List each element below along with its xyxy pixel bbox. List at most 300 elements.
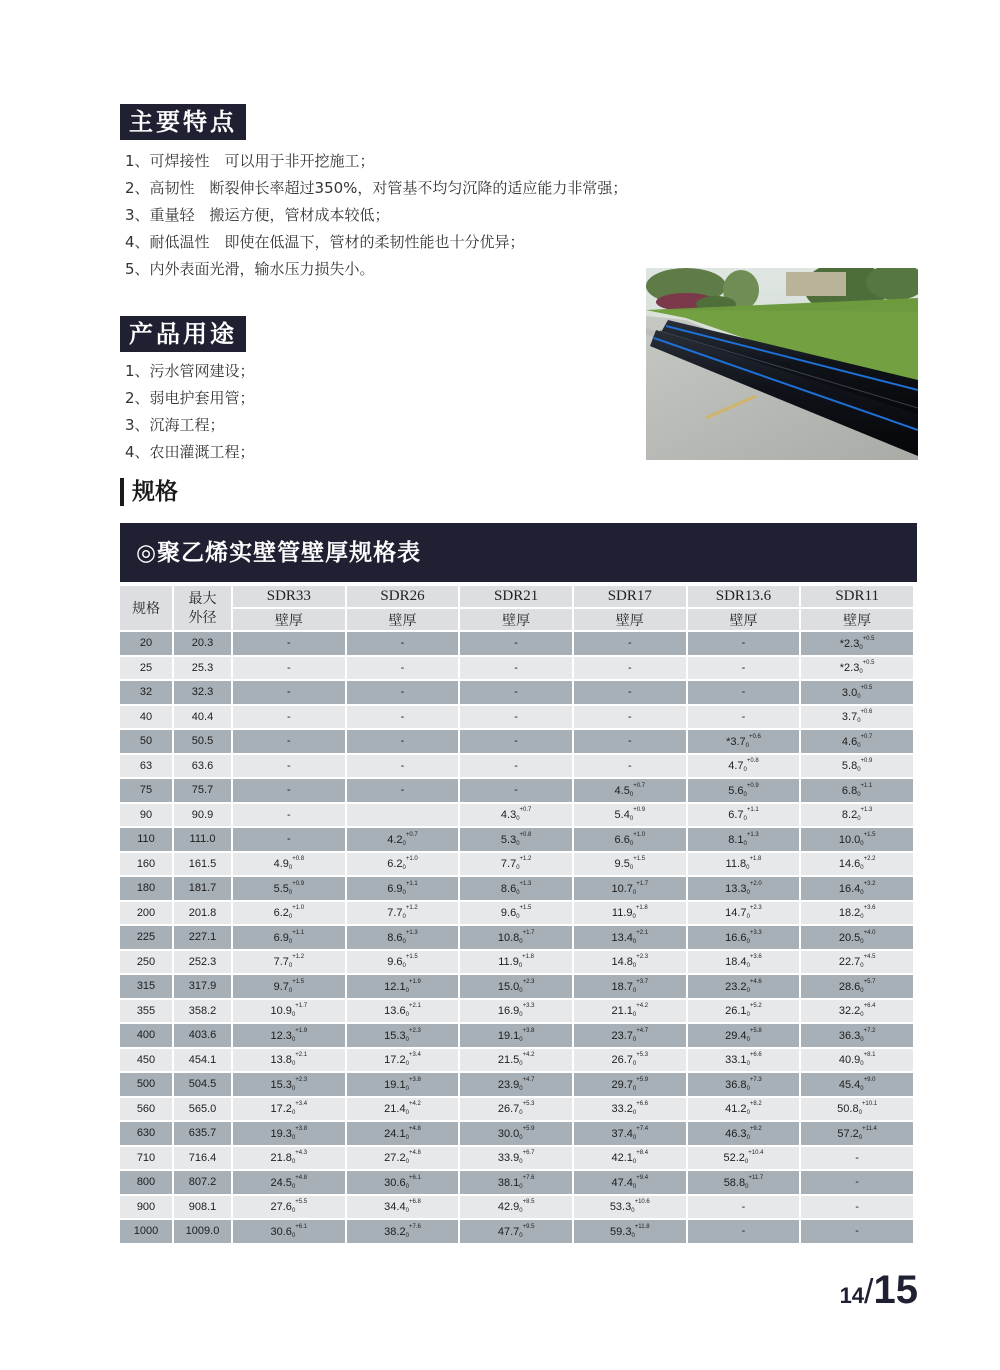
tolerance-lower: 0 — [746, 963, 750, 970]
features-list — [125, 148, 627, 283]
tolerance-upper: +3.2 — [863, 880, 876, 887]
tolerance-upper: +1.5 — [863, 831, 876, 838]
tolerance-lower: 0 — [746, 914, 750, 921]
tolerance-upper: +5.5 — [295, 1199, 308, 1206]
tolerance-upper: +3.8 — [408, 1076, 421, 1083]
wall-value: 18.2 — [838, 907, 861, 920]
cell-wall-thickness — [574, 1000, 686, 1023]
tolerance-lower: 0 — [860, 987, 864, 994]
tolerance-lower: 0 — [743, 791, 747, 798]
tolerance-upper: +1.8 — [522, 954, 535, 961]
tolerance-upper: +9.2 — [749, 1125, 762, 1132]
tolerance-upper: +2.3 — [636, 954, 649, 961]
tolerance-lower: 0 — [744, 1159, 749, 1166]
tolerance-upper: +1.0 — [405, 856, 418, 863]
wall-value: 15.3 — [270, 1078, 292, 1091]
cell-max-od: 25.3 — [174, 657, 231, 680]
cell-wall-thickness — [801, 975, 913, 998]
cell-wall-thickness — [460, 902, 572, 925]
tolerance-upper: +11.8 — [634, 1223, 650, 1230]
cell-wall-thickness: - — [233, 828, 345, 851]
tolerance-upper: +8.5 — [522, 1199, 535, 1206]
wall-value: 28.6 — [838, 980, 861, 993]
cell-wall-thickness — [688, 1024, 800, 1047]
wall-value: 13.8 — [270, 1054, 292, 1067]
wall-value: 18.4 — [725, 956, 747, 969]
tolerance-lower: 0 — [402, 865, 406, 872]
cell-max-od: 75.7 — [174, 779, 231, 802]
tolerance-upper: +4.8 — [408, 1150, 421, 1157]
cell-wall-thickness — [688, 779, 800, 802]
wall-value: 29.4 — [725, 1029, 747, 1042]
tolerance-upper: +1.2 — [519, 856, 532, 863]
wall-value: 42.1 — [611, 1152, 633, 1165]
tolerance-lower: 0 — [857, 767, 861, 774]
tolerance-upper: +1.9 — [408, 978, 421, 985]
tolerance-upper: +5.9 — [522, 1125, 535, 1132]
cell-wall-thickness — [233, 1049, 345, 1072]
tolerance-upper: +7.2 — [863, 1027, 876, 1034]
cell-spec: 50 — [120, 730, 172, 753]
cell-wall-thickness — [574, 828, 686, 851]
wall-value: 33.9 — [497, 1152, 520, 1165]
tolerance-upper: +2.3 — [408, 1027, 421, 1034]
tolerance-lower: 0 — [291, 1085, 296, 1092]
tolerance-upper: +1.5 — [519, 905, 532, 912]
cell-wall-thickness: - — [801, 1196, 913, 1219]
cell-wall-thickness — [233, 877, 345, 900]
wall-value: 38.1 — [497, 1176, 520, 1189]
table-title: ◎聚乙烯实壁管壁厚规格表 — [120, 523, 917, 582]
tolerance-lower: 0 — [519, 1134, 523, 1141]
tolerance-lower: 0 — [857, 742, 861, 749]
cell-spec: 800 — [120, 1171, 172, 1194]
cell-wall-thickness: - — [460, 730, 572, 753]
cell-wall-thickness — [574, 1147, 686, 1170]
cell-wall-thickness: - — [347, 632, 459, 655]
cell-wall-thickness: - — [233, 632, 345, 655]
cell-max-od: 201.8 — [174, 902, 231, 925]
tolerance-lower: 0 — [746, 1085, 750, 1092]
cell-spec: 160 — [120, 853, 172, 876]
cell-wall-thickness: - — [574, 657, 686, 680]
tolerance-lower: 0 — [857, 718, 861, 725]
uses-list — [125, 358, 255, 466]
cell-wall-thickness — [460, 1171, 572, 1194]
tolerance-upper: +0.8 — [519, 831, 532, 838]
wall-value: 3.7 — [841, 711, 858, 724]
tolerance-lower: 0 — [519, 938, 523, 945]
tolerance-lower: 0 — [632, 889, 637, 896]
tolerance-upper: +0.7 — [633, 782, 646, 789]
tolerance-upper: +1.2 — [405, 905, 418, 912]
cell-wall-thickness — [233, 1000, 345, 1023]
cell-wall-thickness — [347, 828, 459, 851]
wall-value: 16.9 — [497, 1005, 520, 1018]
tolerance-lower: 0 — [405, 1159, 409, 1166]
tolerance-upper: +1.8 — [749, 856, 762, 863]
wall-value: 8.2 — [841, 809, 858, 822]
wall-value: 8.1 — [728, 833, 744, 846]
cell-spec: 250 — [120, 951, 172, 974]
cell-wall-thickness — [688, 1122, 800, 1145]
tolerance-lower: 0 — [746, 865, 750, 872]
wall-value: 19.1 — [497, 1029, 520, 1042]
wall-value: 42.9 — [497, 1201, 520, 1214]
col-subheader-wall: 壁厚 — [347, 609, 459, 630]
wall-value: 24.5 — [270, 1176, 292, 1189]
tolerance-upper: +1.8 — [635, 905, 648, 912]
cell-wall-thickness: - — [233, 779, 345, 802]
cell-spec: 40 — [120, 706, 172, 729]
tolerance-upper: +0.7 — [405, 831, 418, 838]
cell-wall-thickness — [801, 902, 913, 925]
tolerance-lower: 0 — [632, 1183, 637, 1190]
cell-wall-thickness — [460, 1147, 572, 1170]
cell-wall-thickness — [574, 1220, 686, 1243]
cell-max-od: 90.9 — [174, 804, 231, 827]
cell-wall-thickness: - — [233, 657, 345, 680]
cell-wall-thickness — [347, 877, 459, 900]
tolerance-upper: +10.4 — [748, 1150, 764, 1157]
tolerance-upper: +4.8 — [408, 1125, 421, 1132]
tolerance-upper: +1.1 — [405, 880, 418, 887]
col-subheader-wall: 壁厚 — [688, 609, 800, 630]
cell-spec: 450 — [120, 1049, 172, 1072]
wall-value: 10.7 — [611, 882, 633, 895]
tolerance-upper: +0.9 — [633, 807, 646, 814]
cell-wall-thickness: - — [233, 706, 345, 729]
cell-wall-thickness — [347, 902, 459, 925]
cell-wall-thickness — [233, 926, 345, 949]
tolerance-upper: +3.6 — [863, 905, 876, 912]
wall-value: 6.7 — [728, 809, 744, 822]
feature-item: 3、重量轻 搬运方便，管材成本较低； — [125, 206, 390, 224]
tolerance-upper: +4.5 — [863, 954, 876, 961]
tolerance-upper: +0.8 — [292, 856, 305, 863]
tolerance-lower: 0 — [632, 1036, 637, 1043]
cell-wall-thickness: - — [574, 706, 686, 729]
cell-max-od: 504.5 — [174, 1073, 231, 1096]
wall-value: 52.2 — [723, 1152, 745, 1165]
cell-wall-thickness: - — [233, 681, 345, 704]
tolerance-lower: 0 — [405, 1085, 409, 1092]
tolerance-upper: +0.5 — [862, 635, 875, 642]
col-header-sdr: SDR17 — [574, 586, 686, 607]
cell-wall-thickness — [688, 877, 800, 900]
cell-wall-thickness: - — [460, 706, 572, 729]
tolerance-upper: +0.6 — [860, 709, 873, 716]
use-item: 4、农田灌溉工程； — [125, 443, 255, 461]
tolerance-lower: 0 — [405, 1134, 409, 1141]
tolerance-upper: +0.9 — [292, 880, 305, 887]
tolerance-lower: 0 — [860, 914, 864, 921]
wall-value: 17.2 — [270, 1103, 292, 1116]
wall-value: 23.2 — [725, 980, 747, 993]
wall-value: 10.0 — [838, 833, 861, 846]
cell-wall-thickness — [233, 853, 345, 876]
tolerance-upper: +3.3 — [522, 1003, 535, 1010]
cell-wall-thickness — [347, 1098, 459, 1121]
cell-wall-thickness — [801, 1098, 913, 1121]
wall-value: 18.7 — [611, 980, 633, 993]
tolerance-lower: 0 — [860, 865, 864, 872]
cell-spec: 315 — [120, 975, 172, 998]
wall-value: 27.2 — [384, 1152, 406, 1165]
tolerance-lower: 0 — [519, 987, 523, 994]
tolerance-upper: +11.4 — [862, 1125, 877, 1132]
cell-spec: 225 — [120, 926, 172, 949]
col-subheader-wall: 壁厚 — [233, 609, 345, 630]
tolerance-upper: +6.8 — [408, 1199, 421, 1206]
table-row — [120, 706, 913, 729]
tolerance-upper: +0.6 — [748, 733, 761, 740]
cell-wall-thickness: - — [574, 681, 686, 704]
tolerance-upper: +6.7 — [522, 1150, 535, 1157]
cell-wall-thickness — [233, 1073, 345, 1096]
tolerance-lower: 0 — [519, 1085, 523, 1092]
tolerance-lower: 0 — [743, 816, 747, 823]
cell-wall-thickness — [688, 1171, 800, 1194]
wall-value: 14.7 — [725, 907, 747, 920]
wall-value: 19.3 — [270, 1127, 292, 1140]
tolerance-upper: +3.4 — [408, 1052, 421, 1059]
tolerance-upper: +9.4 — [636, 1174, 649, 1181]
tolerance-upper: +0.8 — [746, 758, 759, 765]
tolerance-lower: 0 — [405, 1208, 409, 1215]
cell-spec: 1000 — [120, 1220, 172, 1243]
wall-value: 38.2 — [384, 1225, 406, 1238]
pipe-photo — [646, 268, 918, 460]
cell-wall-thickness: - — [347, 779, 459, 802]
tolerance-lower: 0 — [516, 889, 520, 896]
tolerance-lower: 0 — [405, 1110, 409, 1117]
cell-wall-thickness: - — [460, 681, 572, 704]
cell-wall-thickness — [233, 1098, 345, 1121]
wall-value: 58.8 — [723, 1176, 746, 1189]
wall-value: 17.2 — [384, 1054, 406, 1067]
cell-wall-thickness — [688, 975, 800, 998]
tolerance-lower: 0 — [288, 987, 293, 994]
page-number — [840, 1268, 918, 1313]
tolerance-upper: +1.3 — [860, 807, 873, 814]
tolerance-upper: +4.8 — [295, 1174, 308, 1181]
cell-wall-thickness — [233, 951, 345, 974]
cell-wall-thickness — [460, 951, 572, 974]
tolerance-lower: 0 — [857, 791, 861, 798]
tolerance-lower: 0 — [519, 1159, 523, 1166]
cell-wall-thickness — [347, 951, 459, 974]
tolerance-lower: 0 — [291, 1232, 296, 1239]
tolerance-lower: 0 — [632, 1134, 637, 1141]
cell-max-od: 1009.0 — [174, 1220, 231, 1243]
tolerance-lower: 0 — [632, 987, 637, 994]
tolerance-lower: 0 — [746, 889, 750, 896]
cell-wall-thickness: - — [233, 804, 345, 827]
tolerance-lower: 0 — [743, 767, 747, 774]
tolerance-upper: +2.1 — [295, 1052, 308, 1059]
cell-wall-thickness — [574, 1024, 686, 1047]
tolerance-lower: 0 — [860, 1036, 864, 1043]
tolerance-upper: +1.7 — [636, 880, 649, 887]
tolerance-lower: 0 — [291, 1134, 296, 1141]
use-item: 1、污水管网建设； — [125, 362, 255, 380]
cell-wall-thickness — [801, 755, 913, 778]
wall-value: 47.4 — [611, 1176, 633, 1189]
wall-value: 57.2 — [837, 1127, 859, 1140]
table-row — [120, 1196, 913, 1219]
tolerance-lower: 0 — [746, 987, 750, 994]
cell-wall-thickness — [347, 1196, 459, 1219]
tolerance-upper: +8.1 — [863, 1052, 876, 1059]
cell-wall-thickness — [460, 877, 572, 900]
tolerance-upper: +1.7 — [295, 1003, 308, 1010]
cell-spec: 630 — [120, 1122, 172, 1145]
cell-wall-thickness — [233, 1171, 345, 1194]
wall-value: 4.2 — [387, 833, 403, 846]
col-header-sdr: SDR13.6 — [688, 586, 800, 607]
wall-value: 19.1 — [384, 1078, 406, 1091]
tolerance-lower: 0 — [288, 938, 293, 945]
table-row — [120, 877, 913, 900]
wall-value: 50.8 — [837, 1103, 859, 1116]
cell-spec: 560 — [120, 1098, 172, 1121]
cell-wall-thickness — [233, 1122, 345, 1145]
tolerance-upper: +1.3 — [519, 880, 532, 887]
tolerance-upper: +1.0 — [292, 905, 305, 912]
cell-wall-thickness — [801, 779, 913, 802]
tolerance-lower: 0 — [857, 816, 861, 823]
tolerance-upper: +2.3 — [522, 978, 535, 985]
cell-max-od: 50.5 — [174, 730, 231, 753]
wall-value: 21.5 — [497, 1054, 520, 1067]
wall-value: 53.3 — [609, 1201, 632, 1214]
tolerance-upper: +4.6 — [749, 978, 762, 985]
cell-max-od: 111.0 — [174, 828, 231, 851]
tolerance-lower: 0 — [858, 1134, 863, 1141]
cell-wall-thickness: - — [460, 632, 572, 655]
cell-max-od: 403.6 — [174, 1024, 231, 1047]
cell-wall-thickness — [460, 1098, 572, 1121]
cell-wall-thickness — [688, 1073, 800, 1096]
tolerance-lower: 0 — [631, 1232, 635, 1239]
table-row — [120, 1073, 913, 1096]
cell-wall-thickness: - — [460, 657, 572, 680]
tolerance-lower: 0 — [291, 1012, 296, 1019]
cell-wall-thickness — [574, 853, 686, 876]
tolerance-lower: 0 — [860, 1061, 864, 1068]
tolerance-lower: 0 — [859, 644, 863, 651]
tolerance-upper: +5.3 — [522, 1101, 535, 1108]
wall-value: 10.8 — [497, 931, 520, 944]
cell-wall-thickness — [801, 1024, 913, 1047]
wall-value: 7.7 — [273, 956, 289, 969]
wall-value: 21.4 — [384, 1103, 406, 1116]
tolerance-upper: +7.6 — [408, 1223, 421, 1230]
features-heading: 主要特点 — [120, 104, 246, 140]
tolerance-lower: 0 — [516, 840, 520, 847]
cell-wall-thickness: - — [347, 706, 459, 729]
wall-value: 15.0 — [497, 980, 520, 993]
cell-wall-thickness — [574, 975, 686, 998]
wall-value: 33.2 — [611, 1103, 633, 1116]
cell-wall-thickness: - — [574, 730, 686, 753]
cell-wall-thickness — [801, 877, 913, 900]
tolerance-lower: 0 — [632, 914, 636, 921]
wall-value: 12.3 — [270, 1029, 292, 1042]
tolerance-upper: +6.1 — [295, 1223, 308, 1230]
cell-wall-thickness — [801, 951, 913, 974]
tolerance-upper: +4.2 — [522, 1052, 535, 1059]
feature-item: 2、高韧性 断裂伸长率超过350%，对管基不均匀沉降的适应能力非常强； — [125, 179, 628, 197]
tolerance-upper: +0.5 — [860, 684, 873, 691]
cell-wall-thickness — [347, 853, 459, 876]
wall-value: 34.4 — [384, 1201, 406, 1214]
tolerance-lower: 0 — [745, 742, 749, 749]
tolerance-lower: 0 — [519, 1208, 523, 1215]
use-item: 3、沉海工程； — [125, 416, 225, 434]
tolerance-lower: 0 — [402, 889, 406, 896]
cell-spec: 110 — [120, 828, 172, 851]
col-header-spec: 规格 — [120, 586, 172, 630]
wall-value: 11.9 — [498, 956, 519, 969]
cell-wall-thickness — [574, 1073, 686, 1096]
cell-wall-thickness — [688, 828, 800, 851]
wall-value: 24.1 — [384, 1127, 406, 1140]
cell-wall-thickness — [347, 926, 459, 949]
cell-wall-thickness — [574, 902, 686, 925]
tolerance-upper: +5.9 — [636, 1076, 649, 1083]
table-row — [120, 926, 913, 949]
tolerance-upper: +5.8 — [749, 1027, 762, 1034]
tolerance-upper: +1.5 — [633, 856, 646, 863]
wall-value: 16.6 — [725, 931, 747, 944]
tolerance-lower: 0 — [859, 669, 863, 676]
table-row — [120, 632, 913, 655]
table-row — [120, 779, 913, 802]
cell-max-od: 635.7 — [174, 1122, 231, 1145]
cell-wall-thickness: - — [688, 657, 800, 680]
col-header-sdr: SDR21 — [460, 586, 572, 607]
cell-wall-thickness: - — [347, 730, 459, 753]
wall-value: 4.7 — [728, 760, 744, 773]
cell-max-od: 32.3 — [174, 681, 231, 704]
table-row — [120, 681, 913, 704]
cell-wall-thickness — [347, 1220, 459, 1243]
table-row — [120, 853, 913, 876]
table-row — [120, 975, 913, 998]
wall-value: 27.6 — [270, 1201, 292, 1214]
wall-value: 30.6 — [384, 1176, 406, 1189]
tolerance-upper: +0.7 — [519, 807, 532, 814]
table-row — [120, 1147, 913, 1170]
cell-wall-thickness — [460, 804, 572, 827]
tolerance-upper: +4.2 — [408, 1101, 421, 1108]
cell-max-od: 807.2 — [174, 1171, 231, 1194]
wall-value: 23.7 — [611, 1029, 633, 1042]
wall-value: 9.7 — [273, 980, 289, 993]
wall-value: 29.7 — [611, 1078, 633, 1091]
tolerance-lower: 0 — [405, 1036, 409, 1043]
wall-value: 6.6 — [614, 833, 630, 846]
tolerance-lower: 0 — [405, 1061, 409, 1068]
tolerance-upper: +2.3 — [749, 905, 762, 912]
wall-value: 4.6 — [841, 735, 858, 748]
page-current: 14 — [839, 1283, 865, 1308]
tolerance-lower: 0 — [291, 1110, 296, 1117]
tolerance-lower: 0 — [860, 963, 864, 970]
cell-wall-thickness — [574, 1098, 686, 1121]
